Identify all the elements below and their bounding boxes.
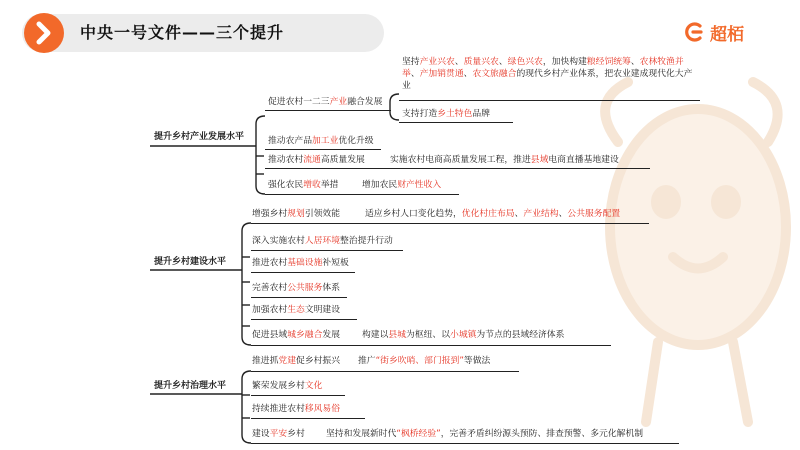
- text-part: 建设: [252, 429, 270, 439]
- text-part: 推广: [358, 356, 376, 366]
- text-part: 引领效能: [304, 209, 341, 219]
- text-part: 、: [454, 57, 464, 67]
- highlight-text: 产加销贯通: [419, 69, 464, 79]
- text-part: 等做法: [463, 356, 491, 366]
- highlight-text: 质量兴农: [463, 57, 499, 67]
- text-part: 繁荣发展乡村: [252, 381, 305, 391]
- text-part: 、: [514, 209, 524, 219]
- text-part: 、: [558, 209, 568, 219]
- node-income: [268, 180, 338, 191]
- highlight-text: 财产性收入: [397, 180, 442, 190]
- text-part: 促进农村一二三: [268, 97, 330, 107]
- text-part: 文明建设: [304, 305, 341, 315]
- underline: [251, 345, 611, 346]
- text-part: 乡村: [287, 429, 305, 439]
- highlight-text: “街乡吹哨、部门报到”: [375, 356, 464, 366]
- highlight-text: 产业兴农: [419, 57, 455, 67]
- highlight-text: 公共服务配置: [567, 209, 621, 219]
- node-infrastructure: [252, 258, 349, 269]
- underline: [265, 168, 650, 169]
- text-part: 坚持和发展新时代: [326, 429, 397, 439]
- text-part: 品牌: [472, 109, 491, 119]
- highlight-text: 产业结构: [523, 209, 559, 219]
- underline: [251, 297, 347, 298]
- highlight-text: 县城: [388, 330, 407, 340]
- node-safe-village: [252, 429, 305, 440]
- text-part: 持续推进农村: [252, 404, 305, 414]
- node-industry-integration: [268, 97, 382, 108]
- brand-logo-text: 超栢: [710, 25, 744, 45]
- text-part: 推动农产品: [268, 136, 312, 146]
- text-part: 构建以: [362, 330, 389, 340]
- highlight-text: 基础设施: [287, 258, 323, 268]
- node-customs: [252, 404, 340, 415]
- node-industry-system: [402, 56, 698, 92]
- node-public-service: [252, 283, 340, 294]
- text-part: 优化升级: [338, 136, 374, 146]
- node-party-building: [252, 356, 340, 367]
- text-part: 增强乡村: [252, 209, 288, 219]
- text-part: 推进农村: [252, 258, 288, 268]
- highlight-text: 党建: [278, 356, 297, 366]
- text-part: 为节点的县域经济体系: [476, 330, 565, 340]
- highlight-text: 加工业: [312, 136, 339, 146]
- text-part: 增加农民: [362, 180, 398, 190]
- branch-construction-label: 提升乡村建设水平: [154, 257, 227, 267]
- text-part: 发展: [322, 330, 341, 340]
- highlight-text: 农文旅融合: [472, 69, 517, 79]
- node-fengqiao: [326, 429, 643, 440]
- text-part: 推动农村: [268, 155, 304, 165]
- chevron-right-icon: [24, 13, 64, 53]
- text-part: 、: [410, 69, 420, 79]
- text-part: 、: [498, 57, 508, 67]
- underline: [265, 110, 391, 111]
- node-processing: [268, 136, 374, 147]
- branch-governance-label: 提升乡村治理水平: [154, 381, 227, 391]
- highlight-text: 规划: [287, 209, 305, 219]
- underline: [399, 122, 513, 123]
- highlight-text: 小城镇: [450, 330, 477, 340]
- node-planning: [252, 209, 340, 220]
- branch-industry: [154, 132, 244, 143]
- highlight-text: 乡土特色: [437, 109, 473, 119]
- text-part: 体系: [322, 283, 341, 293]
- text-part: 促乡村振兴: [296, 356, 341, 366]
- node-ecommerce: [390, 155, 619, 166]
- text-part: 适应乡村人口变化趋势，: [365, 209, 462, 219]
- highlight-text: “枫桥经验”: [396, 429, 441, 439]
- highlight-text: 优化村庄布局: [461, 209, 515, 219]
- highlight-text: 生态: [287, 305, 305, 315]
- node-urban-rural: [252, 330, 340, 341]
- text-part: 支持打造: [402, 109, 438, 119]
- highlight-text: 农林牧渔并举: [402, 57, 684, 79]
- highlight-text: 平安: [269, 429, 288, 439]
- highlight-text: 城乡融合: [287, 330, 323, 340]
- text-part: 融合发展: [347, 97, 383, 107]
- highlight-text: 粮经饲统筹: [586, 57, 631, 67]
- text-part: 深入实施农村: [252, 236, 305, 246]
- text-part: 强化农民: [268, 180, 304, 190]
- branch-governance: [154, 381, 226, 392]
- page-title: 中央一号文件——三个提升: [80, 23, 285, 42]
- text-part: 的现代乡村产业体系，把农业建成现代化大产业: [402, 69, 693, 91]
- node-circulation: [268, 155, 365, 166]
- text-part: 推进抓: [252, 356, 279, 366]
- mindmap: [150, 54, 700, 450]
- highlight-text: 文化: [304, 381, 323, 391]
- highlight-text: 公共服务: [287, 283, 323, 293]
- node-county-economy: [362, 330, 564, 341]
- branch-industry-label: 提升乡村产业发展水平: [154, 132, 245, 142]
- text-part: 加强农村: [252, 305, 288, 315]
- highlight-text: 人居环境: [304, 236, 340, 246]
- node-ecology: [252, 305, 340, 316]
- text-part: 电商直播基地建设: [548, 155, 619, 165]
- text-part: 补短板: [322, 258, 349, 268]
- node-whistle: [358, 356, 490, 367]
- underline: [251, 418, 365, 419]
- underline: [251, 443, 679, 444]
- text-part: ，加快构建: [542, 57, 587, 67]
- underline: [251, 250, 403, 251]
- highlight-text: 增收: [303, 180, 321, 190]
- text-part: 完善农村: [252, 283, 288, 293]
- text-part: 为枢纽、以: [406, 330, 451, 340]
- underline: [251, 319, 357, 320]
- node-population-trend: [365, 209, 620, 220]
- underline: [251, 395, 345, 396]
- text-part: 高质量发展: [320, 155, 365, 165]
- underline: [399, 100, 700, 101]
- underline: [251, 272, 355, 273]
- node-property-income: [362, 180, 441, 191]
- text-part: 、: [463, 69, 473, 79]
- highlight-text: 移风易俗: [304, 404, 340, 414]
- branch-construction: [154, 257, 226, 268]
- node-living-environment: [252, 236, 393, 247]
- text-part: ，完善矛盾纠纷源头预防、排查预警、多元化解机制: [440, 429, 644, 439]
- underline: [251, 223, 649, 224]
- node-local-brand: [402, 109, 490, 120]
- text-part: 、: [630, 57, 640, 67]
- underline: [265, 149, 381, 150]
- highlight-text: 流通: [303, 155, 321, 165]
- highlight-text: 县域: [530, 155, 549, 165]
- node-culture: [252, 381, 322, 392]
- text-part: 促进县域: [252, 330, 288, 340]
- text-part: 举措: [320, 180, 339, 190]
- highlight-text: 产业: [329, 97, 348, 107]
- underline: [251, 371, 519, 372]
- text-part: 坚持: [402, 57, 420, 67]
- text-part: 整治提升行动: [340, 236, 393, 246]
- text-part: 实施农村电商高质量发展工程，推进: [390, 155, 531, 165]
- highlight-text: 绿色兴农: [507, 57, 543, 67]
- underline: [265, 194, 459, 195]
